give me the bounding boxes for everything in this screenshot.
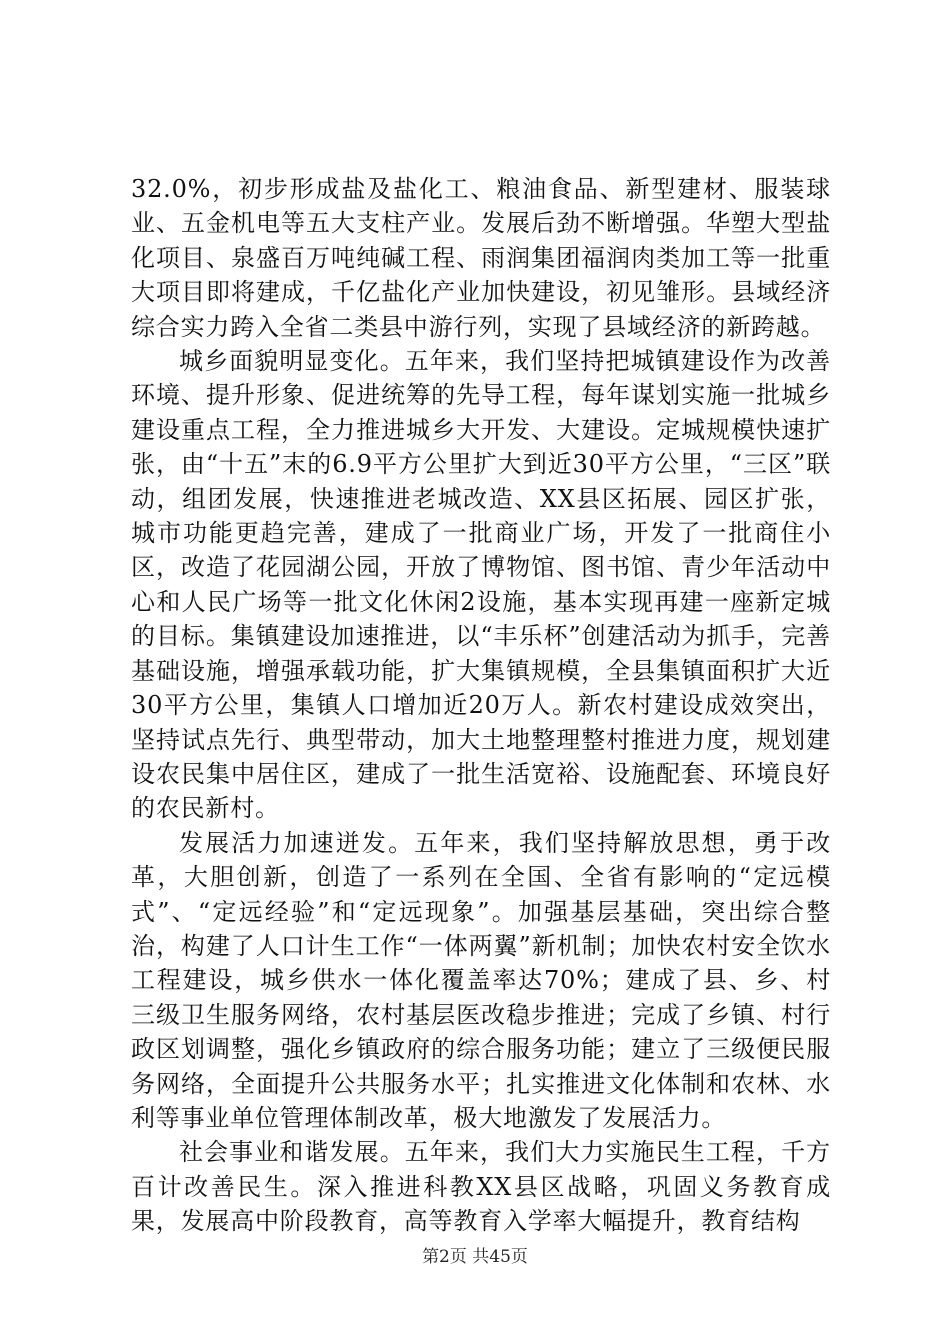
page-footer: 第2页 共45页	[422, 1247, 528, 1267]
paragraph-1: 32.0%，初步形成盐及盐化工、粮油食品、新型建材、服装球业、五金机电等五大支柱产业。发展后劲不断增强。华塑大型盐化项目、泉盛百万吨纯碱工程、雨润集团福润肉类加工等一批重大项目即将建成，千亿盐化产业加快建设，初见雏形。县域经济综合实力跨入全省二类县中游行列，实现了县域经济的新跨越。	[131, 175, 831, 341]
body-text	[131, 172, 831, 1239]
paragraph-2: 城乡面貌明显变化。五年来，我们坚持把城镇建设作为改善环境、提升形象、促进统筹的先导工程，每年谋划实施一批城乡建设重点工程，全力推进城乡大开发、大建设。定城规模快速扩张，由“十五”末的6.9平方公里扩大到近30平方公里，“三区”联动，组团发展，快速推进老城改造、XX县区拓展、园区扩张，城市功能更趋完善，建成了一批商业广场，开发了一批商住小区，改造了花园湖公园，开放了博物馆、图书馆、青少年活动中心和人民广场等一批文化休闲2设施，基本实现再建一座新定城的目标。集镇建设加速推进，以“丰乐杯”创建活动为抓手，完善基础设施，增强承载功能，扩大集镇规模，全县集镇面积扩大近30平方公里，集镇人口增加近20万人。新农村建设成效突出，坚持试点先行、典型带动，加大土地整理整村推进力度，规划建设农民集中居住区，建成了一批生活宽裕、设施配套、环境良好的农民新村。	[131, 347, 831, 823]
paragraph-3: 发展活力加速迸发。五年来，我们坚持解放思想，勇于改革，大胆创新，创造了一系列在全国、全省有影响的“定远模式”、“定远经验”和“定远现象”。加强基层基础，突出综合整治，构建了人口计生工作“一体两翼”新机制；加快农村安全饮水工程建设，城乡供水一体化覆盖率达70%；建成了县、乡、村三级卫生服务网络，农村基层医改稳步推进；完成了乡镇、村行政区划调整，强化乡镇政府的综合服务功能；建立了三级便民服务网络，全面提升公共服务水平；扎实推进文化体制和农林、水利等事业单位管理体制改革，极大地激发了发展活力。	[131, 828, 831, 1132]
paragraph-4: 社会事业和谐发展。五年来，我们大力实施民生工程，千方百计改善民生。深入推进科教XX县区战略，巩固义务教育成果，发展高中阶段教育，高等教育入学率大幅提升，教育结构	[131, 1138, 831, 1236]
